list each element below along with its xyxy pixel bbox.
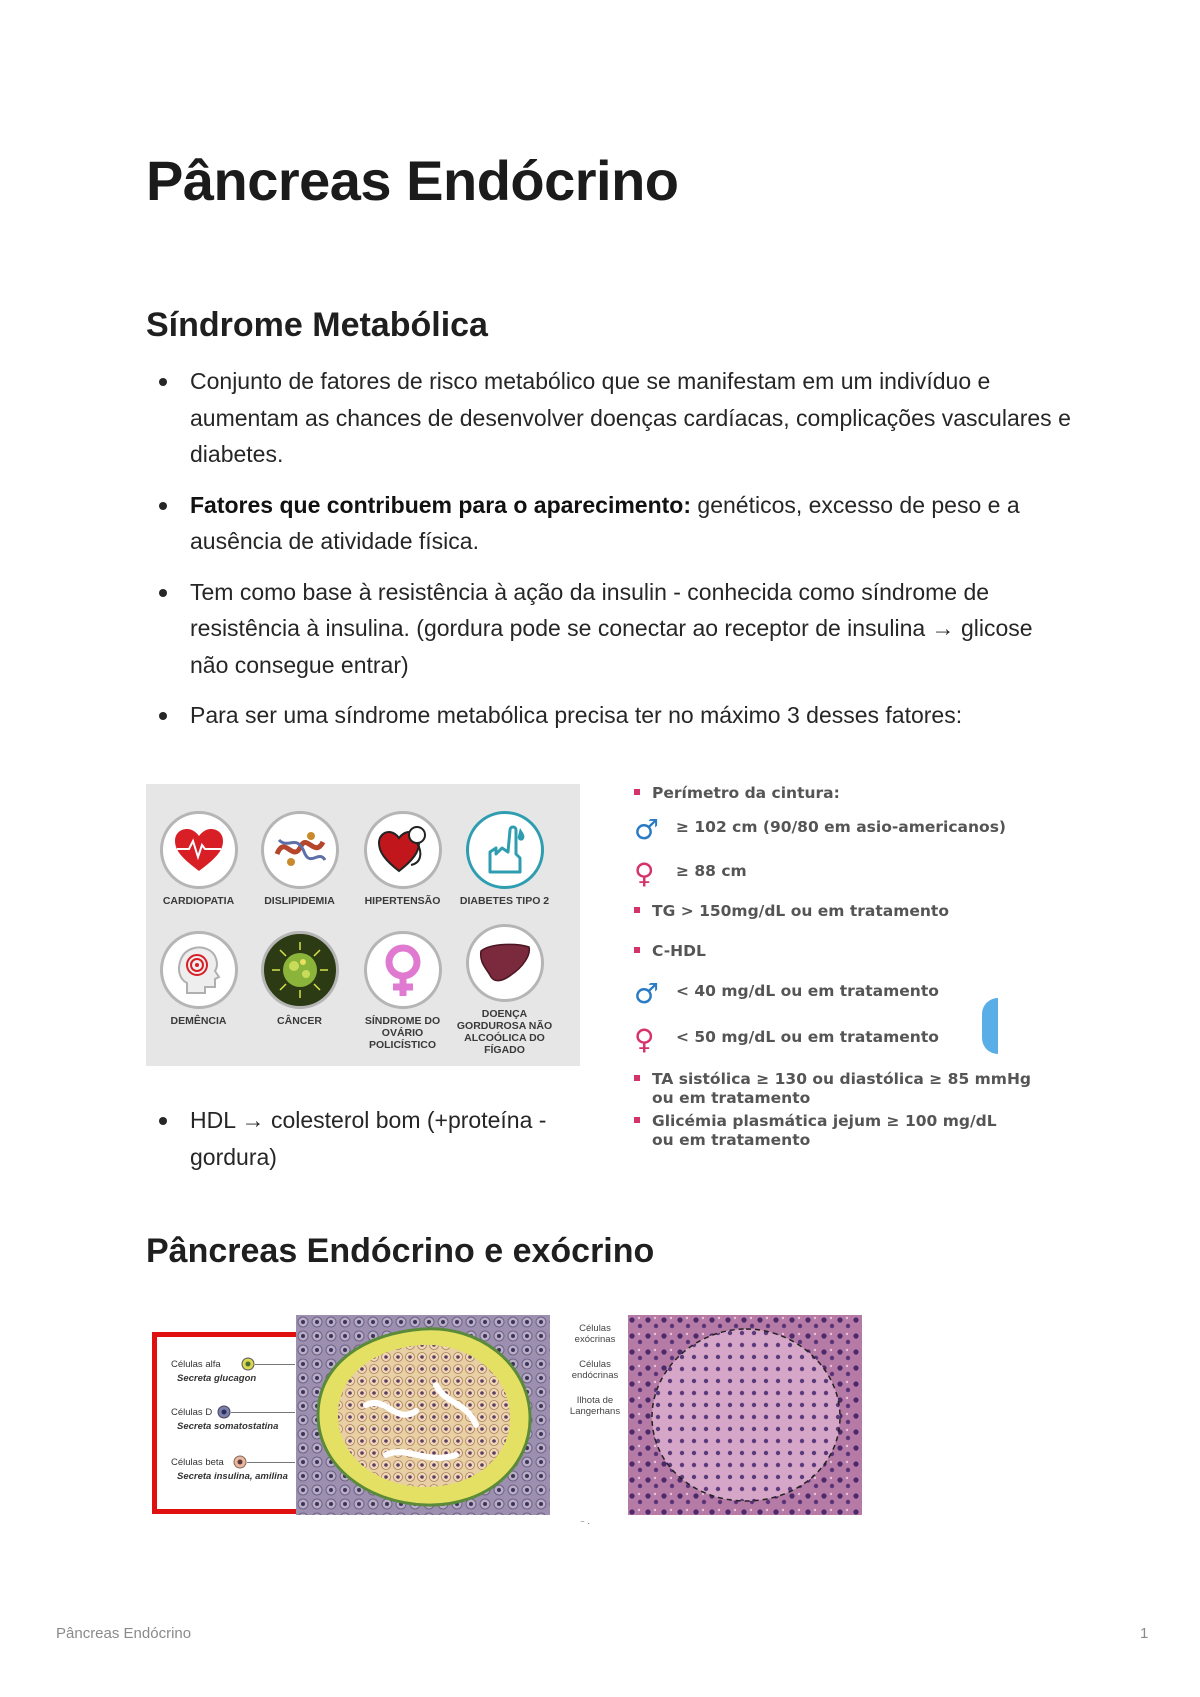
lipid-molecule-icon	[261, 811, 339, 889]
risk-item-dislipidemia	[247, 811, 352, 907]
criteria-ta-line2: ou em tratamento	[652, 1089, 811, 1107]
risk-label: DISLIPIDEMIA	[264, 895, 335, 907]
beta-secretion	[177, 1471, 288, 1482]
risk-item-diabetes	[452, 811, 557, 907]
criteria-text: Perímetro da cintura:	[652, 784, 840, 802]
legend-line	[255, 1364, 295, 1365]
footer-page-number: 1	[1140, 1625, 1149, 1642]
sindrome-bullet-list	[146, 363, 1076, 748]
bullet-dot	[159, 378, 167, 386]
risk-item-hipertensao	[350, 811, 455, 907]
criteria-tg	[626, 902, 949, 920]
waist-male-value: ≥ 102 cm (90/80 em asio-americanos)	[676, 818, 1007, 836]
legend-line	[247, 1462, 295, 1463]
bullet-dot	[159, 589, 167, 597]
risk-item-demencia	[146, 931, 251, 1027]
bullet-text: Conjunto de fatores de risco metabólico que se manifestam em um indivíduo e aumentam as chances de desenvolver doenças cardíacas, complicações vasculares e diabetes.	[190, 368, 1071, 467]
risk-item-cancer	[247, 931, 352, 1027]
hdl-female-value: < 50 mg/dL ou em tratamento	[676, 1028, 939, 1046]
criteria-bullet	[634, 1075, 640, 1081]
risk-label: SÍNDROME DO OVÁRIO POLICÍSTICO	[364, 1015, 441, 1051]
cell-legend-box	[152, 1332, 304, 1514]
risk-item-sop	[350, 931, 455, 1051]
criteria-glicemia	[626, 1112, 997, 1130]
waist-female-value: ≥ 88 cm	[676, 862, 747, 880]
beta-cell-icon	[233, 1455, 247, 1469]
figure-mark: ⁻ ·	[580, 1518, 591, 1528]
risk-label: CÂNCER	[277, 1015, 322, 1027]
bullet-dot	[159, 1117, 167, 1125]
heart-pressure-icon	[364, 811, 442, 889]
heart-ecg-icon	[160, 811, 238, 889]
hdl-bullet-list	[146, 1102, 586, 1189]
risk-label: DOENÇA GORDUROSA NÃO ALCOÓLICA DO FÍGADO	[456, 1008, 553, 1056]
list-item	[146, 363, 1076, 473]
bullet-text: Tem como base à resistência à ação da insulin - conhecida como síndrome de resistência à insulina. (gordura pode se conectar ao receptor de insulina → glicose não consegue entrar)	[190, 578, 1033, 678]
criteria-ta	[626, 1070, 1031, 1088]
criteria-bullet	[634, 789, 640, 795]
page-title: Pâncreas Endócrino	[146, 149, 679, 212]
criteria-waist-title	[626, 784, 840, 802]
bullet-bold-text: Fatores que contribuem para o aparecimento:	[190, 491, 692, 518]
islet-micrograph	[628, 1315, 862, 1515]
section-heading-endocrino-exocrino: Pâncreas Endócrino e exócrino	[146, 1232, 655, 1270]
criteria-glicemia-line2: ou em tratamento	[652, 1131, 811, 1149]
hdl-male-value: < 40 mg/dL ou em tratamento	[676, 982, 939, 1000]
risk-item-figado	[452, 924, 557, 1056]
bullet-text: Para ser uma síndrome metabólica precisa ter no máximo 3 desses fatores:	[190, 702, 963, 728]
risk-label: CARDIOPATIA	[162, 895, 235, 907]
liver-icon	[466, 924, 544, 1002]
beta-secretion-text: Secreta insulina, amilina	[177, 1471, 288, 1482]
risk-factors-figure	[146, 784, 580, 1066]
criteria-figure	[626, 778, 1032, 1150]
bullet-dot	[159, 502, 167, 510]
bullet-dot	[159, 712, 167, 720]
list-item	[146, 1102, 586, 1175]
male-symbol-icon: ♂	[634, 813, 660, 846]
delta-cell-icon	[217, 1405, 231, 1419]
criteria-bullet	[634, 947, 640, 953]
beta-cell-label: Células beta	[171, 1457, 224, 1468]
delta-secretion	[177, 1421, 278, 1432]
exocrine-label: Células exócrinas	[574, 1323, 616, 1345]
head-brain-icon	[160, 931, 238, 1009]
criteria-chdl-title	[626, 942, 706, 960]
female-symbol-icon	[364, 931, 442, 1009]
bullet-text: HDL → colesterol bom (+proteína -gordura)	[190, 1107, 547, 1170]
endocrine-label: Células endócrinas	[571, 1359, 619, 1381]
footer-title: Pâncreas Endócrino	[56, 1625, 192, 1642]
list-item	[146, 574, 1076, 684]
islet-figure	[150, 1315, 862, 1537]
islet-illustration	[296, 1315, 550, 1515]
list-item	[146, 697, 1076, 734]
delta-secretion-text: Secreta somatostatina	[177, 1421, 279, 1432]
criteria-bullet	[634, 907, 640, 913]
legend-line	[231, 1412, 295, 1413]
decorative-edge-shape	[982, 998, 998, 1054]
criteria-text: C-HDL	[652, 942, 706, 960]
bullet-text: genéticos, excesso de peso e a ausência de atividade física.	[190, 491, 1020, 554]
risk-label: HIPERTENSÃO	[364, 895, 441, 907]
criteria-bullet	[634, 1117, 640, 1123]
alpha-secretion-text: Secreta glucagon	[177, 1373, 257, 1384]
delta-cell-label: Células D	[171, 1407, 213, 1418]
islet-side-labels	[560, 1323, 630, 1417]
alpha-secretion	[177, 1373, 256, 1384]
list-item	[146, 487, 1076, 560]
criteria-text: TG > 150mg/dL ou em tratamento	[652, 902, 949, 920]
risk-label: DEMÊNCIA	[170, 1015, 227, 1027]
islet-label: Ilhota de Langerhans	[569, 1395, 621, 1417]
risk-label: DIABETES TIPO 2	[459, 895, 550, 907]
criteria-text: TA sistólica ≥ 130 ou diastólica ≥ 85 mmHg	[652, 1070, 1032, 1088]
female-symbol-icon: ♀	[634, 1023, 655, 1056]
alpha-cell-label: Células alfa	[171, 1359, 221, 1370]
section-heading-sindrome: Síndrome Metabólica	[146, 306, 488, 344]
finger-drop-icon	[466, 811, 544, 889]
risk-item-cardiopatia	[146, 811, 251, 907]
female-symbol-icon: ♀	[634, 857, 655, 890]
cancer-cell-icon	[261, 931, 339, 1009]
alpha-cell-icon	[241, 1357, 255, 1371]
male-symbol-icon: ♂	[634, 977, 660, 1010]
criteria-text: Glicémia plasmática jejum ≥ 100 mg/dL	[652, 1112, 997, 1130]
